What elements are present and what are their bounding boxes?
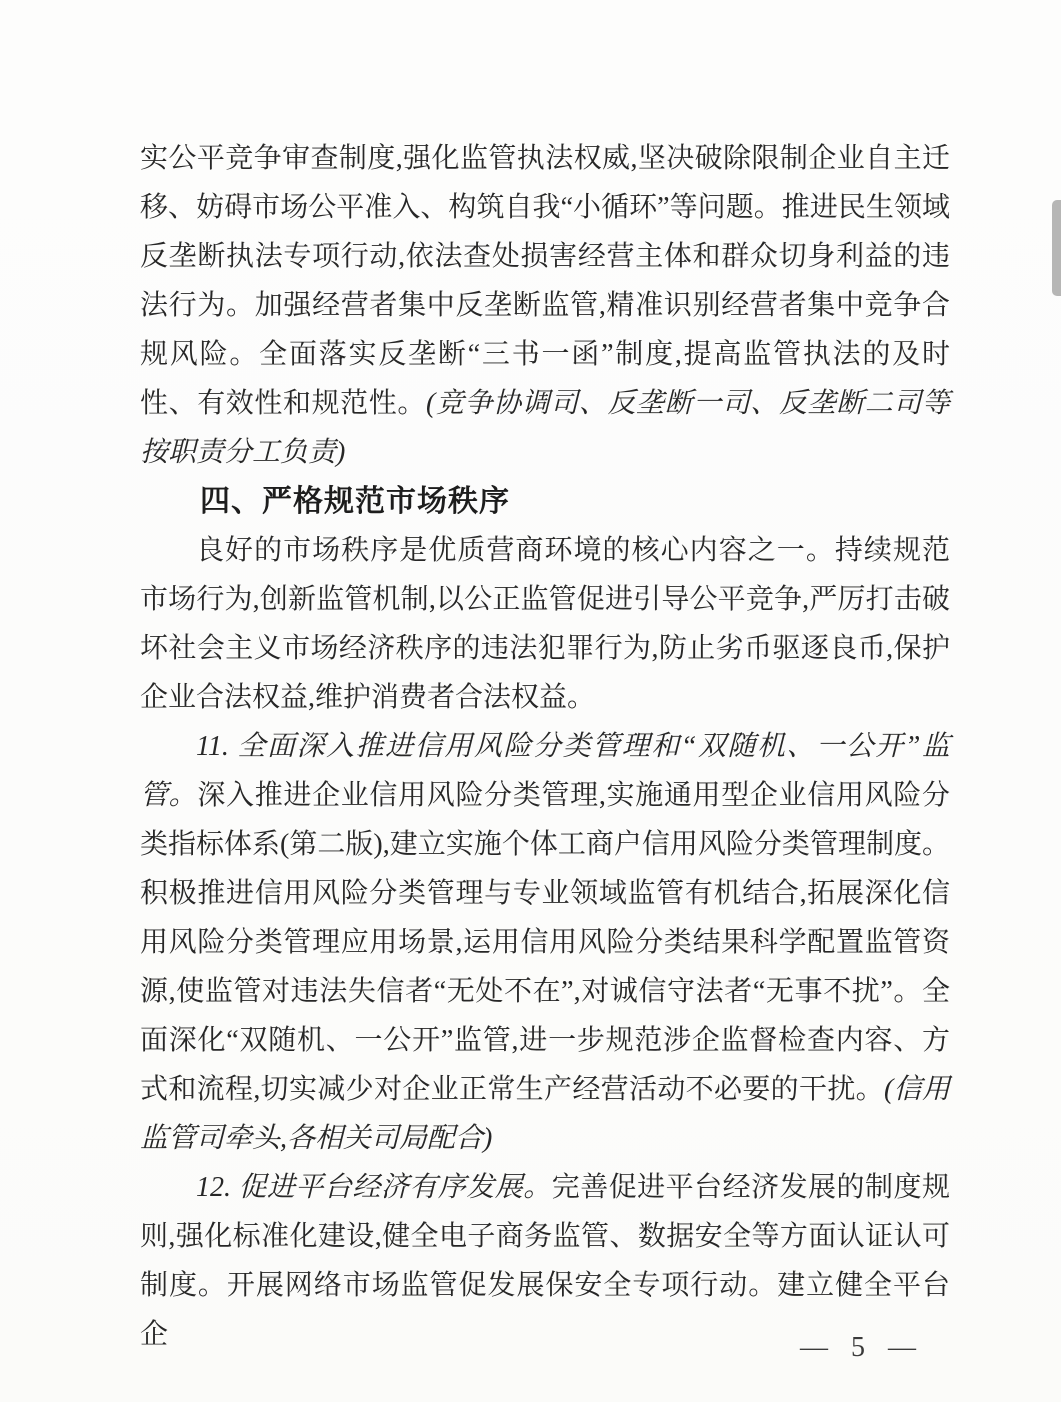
item-11-dept-note: (信用监管司牵头,各相关司局配合) xyxy=(140,1074,950,1154)
document-text-area xyxy=(140,134,950,1359)
page-footer xyxy=(0,1332,1061,1372)
scrollbar-thumb[interactable] xyxy=(1052,200,1061,296)
paragraph-fair-competition xyxy=(140,134,950,477)
section-heading-market-order: 四、严格规范市场秩序 xyxy=(200,485,510,518)
paragraph-market-order-intro: 良好的市场秩序是优质营商环境的核心内容之一。持续规范市场行为,创新监管机制,以公正监管促进引导公平竞争,严厉打击破坏社会主义市场经济秩序的违法犯罪行为,防止劣币驱逐良币,保护企业合法权益,维护消费者合法权益。 xyxy=(140,535,950,713)
item-12-body: 完善促进平台经济发展的制度规则,强化标准化建设,健全电子商务监管、数据安全等方面认证认可制度。开展网络市场监管促发展保安全专项行动。建立健全平台企 xyxy=(140,1172,950,1350)
dept-responsibility-note: (竞争协调司、反垄断一司、反垄断二司等按职责分工负责) xyxy=(140,388,950,468)
item-11-body: 深入推进企业信用风险分类管理,实施通用型企业信用风险分类指标体系(第二版),建立实施个体工商户信用风险分类管理制度。积极推进信用风险分类管理与专业领域监管有机结合,拓展深化信用风险分类管理应用场景,运用信用风险分类结果科学配置监管资源,使监管对违法失信者“无处不在”,对诚信守法者“无事不扰”。全面深化“双随机、一公开”监管,进一步规范涉企监督检查内容、方式和流程,切实减少对企业正常生产经营活动不必要的干扰。 xyxy=(140,780,950,1105)
paragraph-fair-competition-text: 实公平竞争审查制度,强化监管执法权威,坚决破除限制企业自主迁移、妨碍市场公平准入、构筑自我“小循环”等问题。推进民生领域反垄断执法专项行动,依法查处损害经营主体和群众切身利益的违法行为。加强经营者集中反垄断监管,精准识别经营者集中竞争合规风险。全面落实反垄断“三书一函”制度,提高监管执法的及时性、有效性和规范性。 xyxy=(140,143,950,419)
item-11-lead: 11. 全面深入推进信用风险分类管理和“双随机、一公开”监管。 xyxy=(140,731,950,811)
list-item-12 xyxy=(140,1163,950,1359)
item-12-lead: 12. 促进平台经济有序发展。 xyxy=(196,1172,552,1203)
page-number: — 5 — xyxy=(800,1332,924,1363)
list-item-11 xyxy=(140,722,950,1163)
